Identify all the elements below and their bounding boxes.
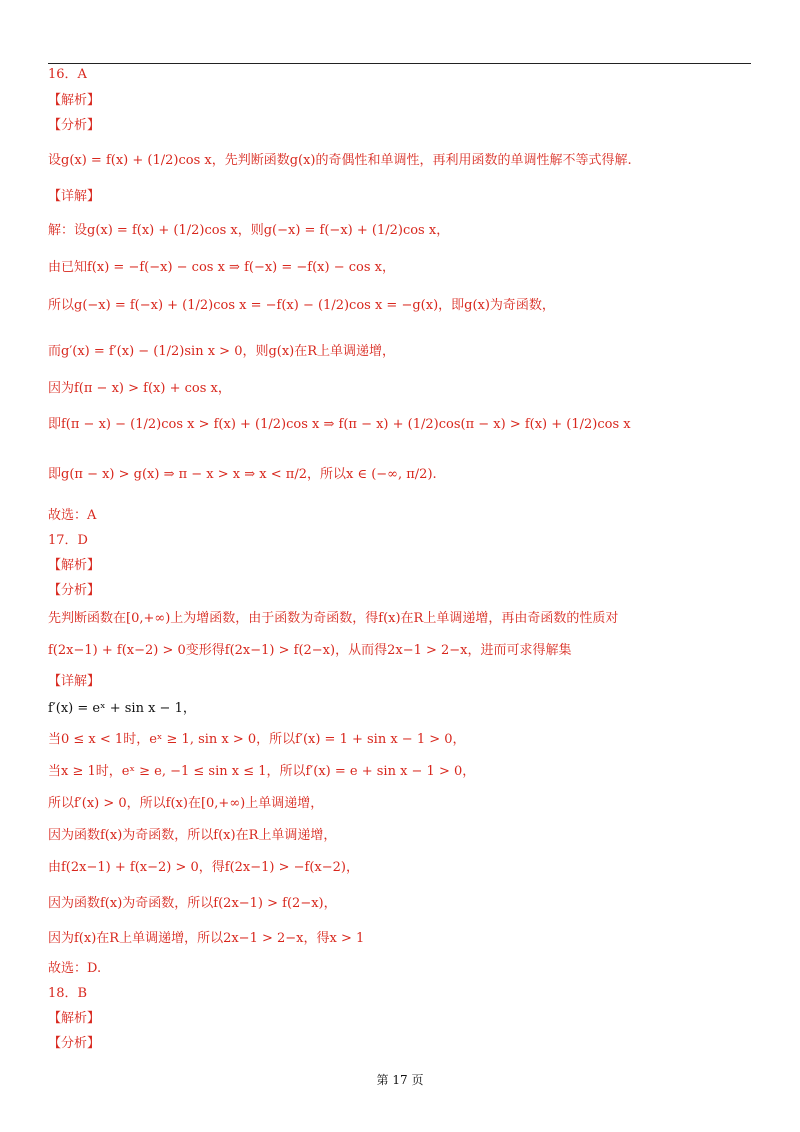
text-line: 因为f(π − x) > f(x) + cos x， (48, 381, 231, 396)
text-line: 16．A (48, 67, 87, 82)
text-line: 故选：A (48, 508, 97, 523)
text-line: 设g(x) = f(x) + (1/2)cos x，先判断函数g(x)的奇偶性和单调性，再利用函数的单调性解不等式得解. (48, 153, 632, 168)
text-line: f′(x) = eˣ + sin x − 1， (48, 701, 196, 716)
text-line: 【分析】 (48, 583, 101, 598)
text-line: 因为函数f(x)为奇函数，所以f(x)在R上单调递增， (48, 828, 337, 843)
text-line: 【详解】 (48, 189, 101, 204)
text-line: 18．B (48, 986, 88, 1001)
text-line: 因为f(x)在R上单调递增，所以2x−1 > 2−x，得x > 1 (48, 931, 365, 946)
text-line: 【解析】 (48, 558, 101, 573)
text-line: 【解析】 (48, 93, 101, 108)
text-line: 【分析】 (48, 1036, 101, 1051)
text-line: 由已知f(x) = −f(−x) − cos x ⇒ f(−x) = −f(x) − cos x， (48, 260, 395, 275)
text-line: 故选：D. (48, 961, 102, 976)
text-line: 当0 ≤ x < 1时，eˣ ≥ 1, sin x > 0，所以f′(x) = 1 + sin x − 1 > 0， (48, 732, 466, 747)
text-line: 【解析】 (48, 1011, 101, 1026)
text-line: 当x ≥ 1时，eˣ ≥ e, −1 ≤ sin x ≤ 1，所以f′(x) = e + sin x − 1 > 0， (48, 764, 476, 779)
text-line: 先判断函数在[0,+∞)上为增函数，由于函数为奇函数，得f(x)在R上单调递增，再由奇函数的性质对 (48, 611, 619, 626)
page-footer: 第 17 页 (376, 1073, 424, 1087)
text-line: 因为函数f(x)为奇函数，所以f(2x−1) > f(2−x)， (48, 896, 337, 911)
text-line: 【分析】 (48, 118, 101, 133)
text-line: 由f(2x−1) + f(x−2) > 0，得f(2x−1) > −f(x−2)， (48, 860, 359, 875)
header-rule (48, 63, 751, 64)
text-line: 所以g(−x) = f(−x) + (1/2)cos x = −f(x) − (1/2)cos x = −g(x)，即g(x)为奇函数， (48, 298, 555, 313)
text-line: 解：设g(x) = f(x) + (1/2)cos x，则g(−x) = f(−x) + (1/2)cos x， (48, 223, 450, 238)
text-line: 即f(π − x) − (1/2)cos x > f(x) + (1/2)cos x ⇒ f(π − x) + (1/2)cos(π − x) > f(x) + (1/2)cos x (48, 417, 631, 432)
text-line: 即g(π − x) > g(x) ⇒ π − x > x ⇒ x < π/2，所以x ∈ (−∞, π/2). (48, 467, 437, 482)
text-line: 所以f′(x) > 0，所以f(x)在[0,+∞)上单调递增， (48, 796, 324, 811)
text-line: 17．D (48, 533, 88, 548)
text-line: 【详解】 (48, 674, 101, 689)
text-line: 而g′(x) = f′(x) − (1/2)sin x > 0，则g(x)在R上单调递增， (48, 344, 396, 359)
text-line: f(2x−1) + f(x−2) > 0变形得f(2x−1) > f(2−x)，从而得2x−1 > 2−x，进而可求得解集 (48, 643, 572, 658)
